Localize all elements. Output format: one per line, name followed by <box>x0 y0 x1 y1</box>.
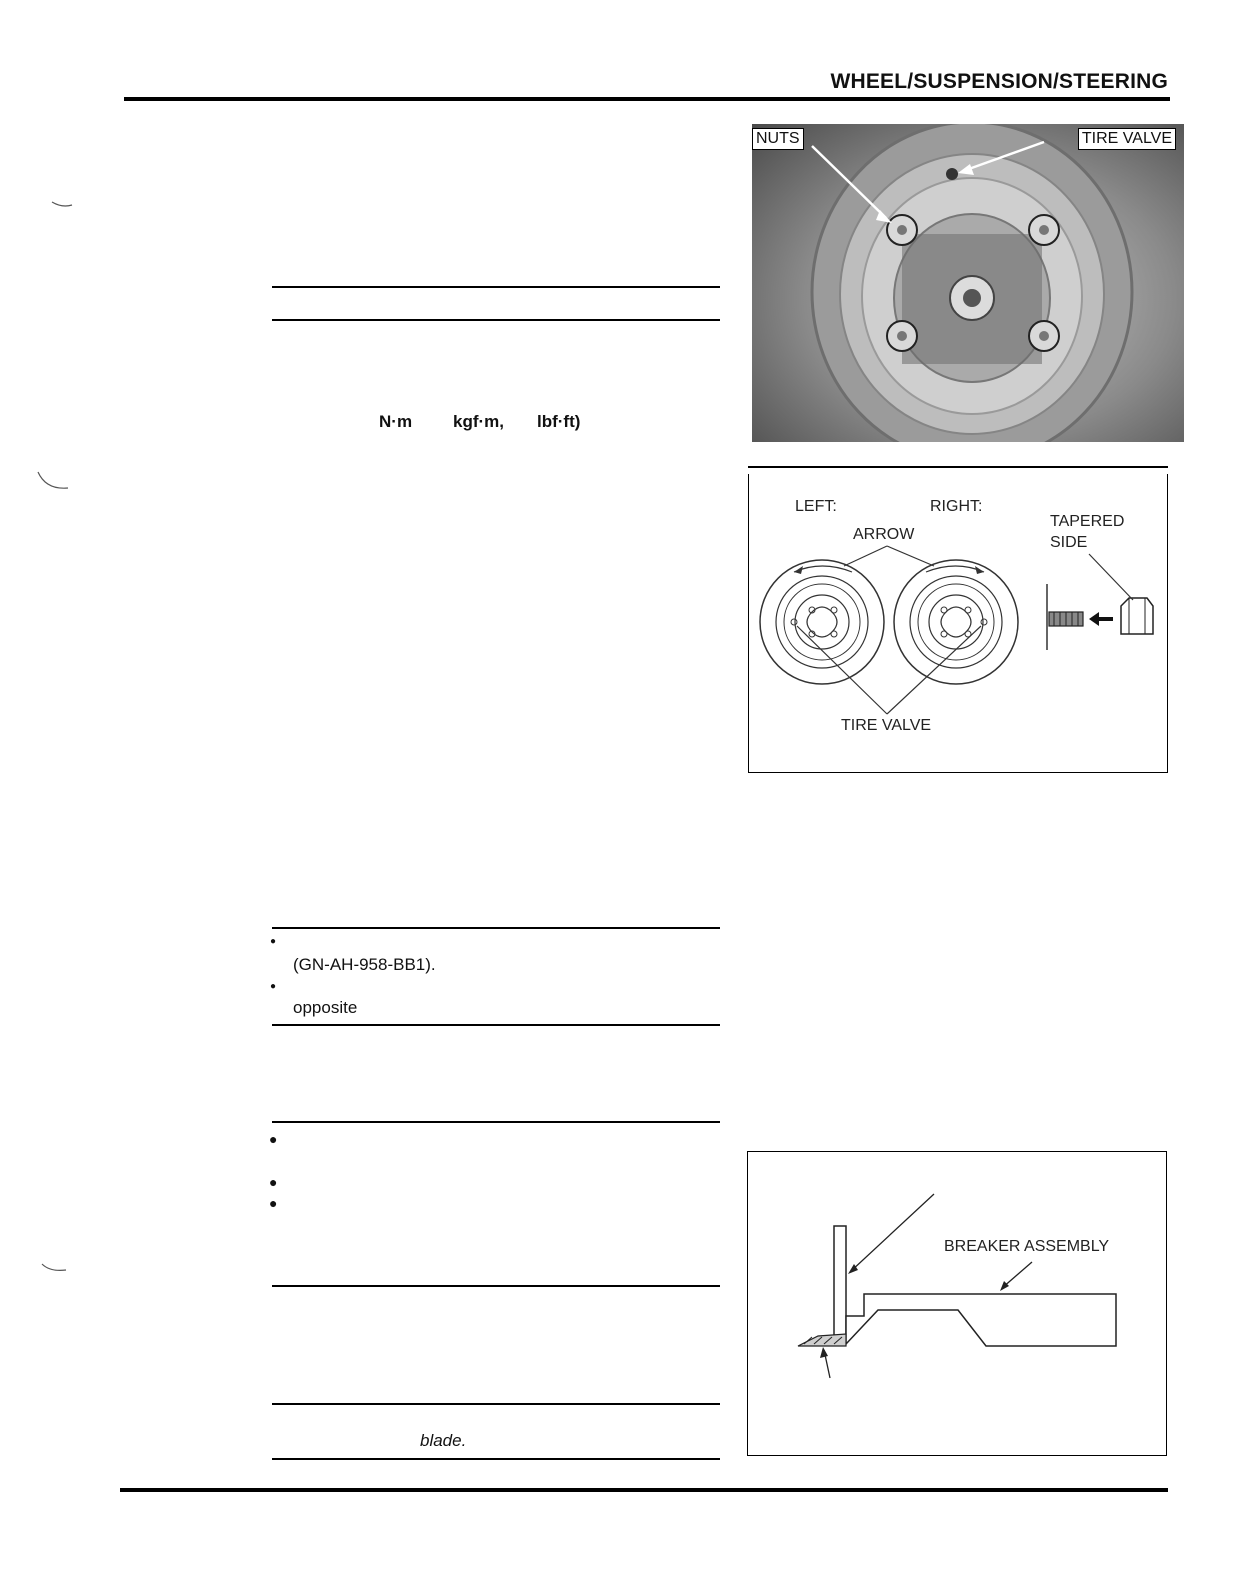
divider <box>272 927 720 929</box>
wheel-photo-illustration <box>752 124 1184 442</box>
label-right: RIGHT: <box>930 498 983 515</box>
torque-unit-kgfm: kgf·m, <box>453 412 504 431</box>
note-part-number: (GN-AH-958-BB1). <box>293 955 436 974</box>
bullet-mark: ● <box>269 1174 278 1190</box>
breaker-assembly-drawing <box>748 1152 1166 1455</box>
margin-mark-2 <box>36 470 72 494</box>
torque-unit-nm: N·m <box>379 412 413 431</box>
divider <box>272 1285 720 1287</box>
wheel-orientation-diagram <box>748 474 1168 773</box>
divider <box>272 1121 720 1123</box>
margin-mark-1 <box>50 198 74 210</box>
note-blade: blade. <box>420 1431 467 1450</box>
label-side: SIDE <box>1050 534 1088 551</box>
note-opposite: opposite <box>293 998 358 1017</box>
label-arrow: ARROW <box>853 526 915 543</box>
divider <box>272 319 720 321</box>
label-breaker-assembly: BREAKER ASSEMBLY <box>944 1238 1110 1255</box>
photo-label-tire-valve: TIRE VALVE <box>1078 128 1176 150</box>
label-tapered: TAPERED <box>1050 513 1125 530</box>
divider <box>272 1403 720 1405</box>
photo-label-nuts: NUTS <box>752 128 804 150</box>
bullet-mark: ● <box>270 936 277 947</box>
footer-rule <box>120 1488 1168 1492</box>
label-left: LEFT: <box>795 498 837 515</box>
label-tire-valve: TIRE VALVE <box>841 717 932 734</box>
margin-mark-3 <box>40 1262 70 1274</box>
bullet-mark: ● <box>269 1195 278 1211</box>
breaker-assembly-diagram <box>747 1151 1167 1456</box>
bullet-mark: ● <box>270 981 277 992</box>
divider <box>272 1458 720 1460</box>
divider <box>272 286 720 288</box>
header-rule <box>124 97 1170 101</box>
torque-unit-lbfft: lbf·ft) <box>537 412 581 431</box>
bullet-mark: ● <box>269 1131 278 1147</box>
section-title: WHEEL/SUSPENSION/STEERING <box>830 70 1168 93</box>
diagram-top-rule <box>748 466 1168 468</box>
wheel-photo <box>752 124 1184 442</box>
divider <box>272 1024 720 1026</box>
